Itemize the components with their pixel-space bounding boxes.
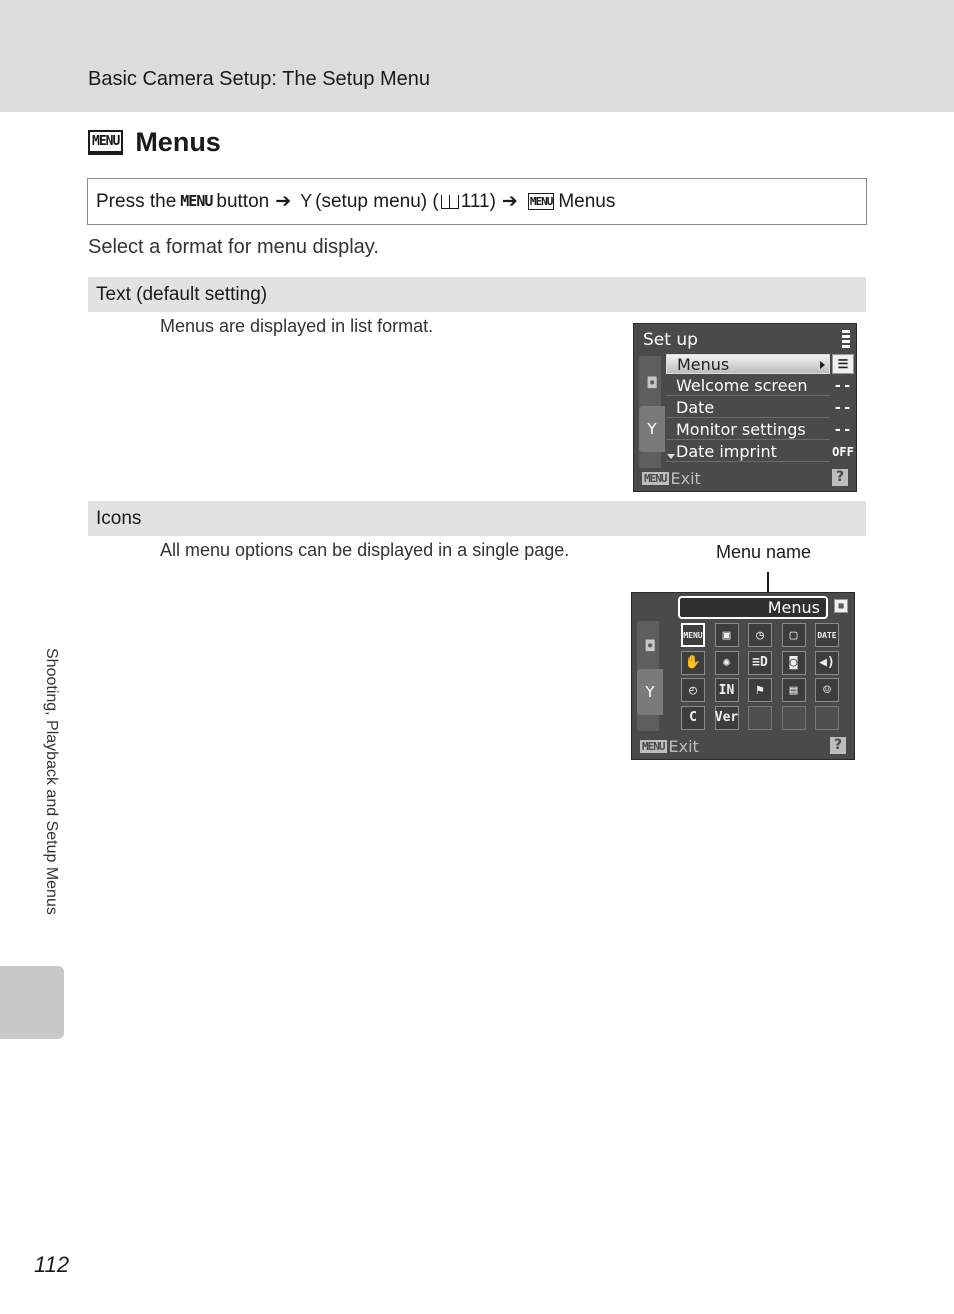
list-item-value: -- [833, 400, 853, 416]
running-header: Basic Camera Setup: The Setup Menu [88, 68, 431, 90]
camera-tab-icon[interactable]: ◘ [644, 637, 656, 655]
menu-button-icon: MENU [644, 471, 667, 485]
nav-page-ref: 111) [460, 190, 496, 212]
list-item-value: -- [833, 422, 853, 438]
blink-icon[interactable]: ☺ [815, 678, 839, 702]
list-item-value: OFF [832, 445, 854, 459]
chapter-thumb-tab [0, 966, 64, 1039]
nav-button-text: button [216, 190, 270, 212]
video-mode-icon[interactable]: ▤ [782, 678, 806, 702]
page-number: 112 [34, 1252, 70, 1277]
screen-footer [642, 469, 848, 487]
motion-icon[interactable]: ✺ [715, 651, 739, 675]
empty-slot [748, 706, 772, 730]
header-band [0, 0, 954, 112]
nav-press-text: Press the [96, 190, 177, 212]
menu-button-icon: MENU [642, 739, 665, 753]
zoom-icon[interactable]: ◙ [782, 651, 806, 675]
list-format-icon: ☰ [832, 354, 854, 374]
version-icon[interactable]: Ver [715, 706, 739, 730]
af-assist-icon[interactable]: ≡D [748, 651, 772, 675]
menu-icon: MENU [88, 130, 123, 155]
section-heading-text: Text (default setting) [88, 277, 866, 312]
camera-screen-list [633, 323, 857, 492]
arrow-right-icon: ➔ [275, 191, 292, 212]
page-title-text: Menus [135, 126, 221, 157]
help-icon[interactable]: ? [830, 737, 846, 754]
vr-icon[interactable]: ✋ [681, 651, 705, 675]
screen-title: Set up [643, 330, 698, 350]
camera-screen-icons [631, 592, 855, 760]
icon-format-icon: ▦ [834, 599, 848, 613]
selected-menu-name: Menus [678, 596, 828, 619]
tab-strip [639, 356, 661, 468]
section-description-text: Menus are displayed in list format. [160, 316, 434, 336]
clock-icon[interactable]: ◷ [748, 623, 772, 647]
arrow-right-icon: ➔ [501, 191, 518, 212]
tab-strip [637, 621, 659, 731]
intro-text: Select a format for menu display. [88, 236, 379, 258]
screen-footer [640, 737, 846, 755]
navigation-path-box [87, 178, 867, 225]
empty-slot [815, 706, 839, 730]
callout-label: Menu name [716, 542, 812, 562]
language-icon[interactable]: ⚑ [748, 678, 772, 702]
menu-button-icon: MENU [180, 192, 213, 210]
menus-icon: MENU [529, 195, 553, 208]
reset-icon[interactable]: C [681, 706, 705, 730]
list-item-label: Date imprint [676, 442, 777, 461]
frame-icon[interactable]: ▢ [782, 623, 806, 647]
list-item-label: Date [676, 398, 715, 417]
book-reference-icon [441, 195, 459, 209]
chapter-side-label: Shooting, Playback and Setup Menus [43, 648, 60, 915]
monitor-icon[interactable]: ▣ [715, 623, 739, 647]
setup-tab-icon[interactable]: Y [639, 406, 665, 452]
list-item-label: Menus [677, 354, 730, 374]
help-icon[interactable]: ? [832, 469, 848, 486]
list-item-label: Welcome screen [676, 376, 808, 395]
list-item-monitor-settings[interactable] [666, 420, 830, 440]
exit-label[interactable]: Exit [668, 736, 699, 756]
exit-label[interactable]: Exit [670, 468, 701, 488]
camera-tab-icon[interactable]: ◘ [646, 374, 658, 392]
auto-off-icon[interactable]: ◴ [681, 678, 705, 702]
list-item-date[interactable] [666, 398, 830, 418]
list-item-value: -- [833, 378, 853, 394]
format-icon[interactable]: IN [715, 678, 739, 702]
menus-icon[interactable]: MENU [681, 623, 705, 647]
date-icon[interactable]: DATE [815, 623, 839, 647]
scroll-down-icon [667, 454, 675, 459]
setup-tab-icon[interactable]: Y [637, 669, 663, 715]
chevron-right-icon [820, 361, 825, 369]
empty-slot [782, 706, 806, 730]
section-heading-text: Icons [88, 501, 866, 536]
section-description-text: All menu options can be displayed in a single page. [160, 540, 570, 560]
sound-icon[interactable]: ◀) [815, 651, 839, 675]
list-item-welcome-screen[interactable] [666, 376, 830, 396]
nav-menus-text: Menus [558, 190, 616, 212]
scroll-indicator-icon [842, 330, 850, 348]
list-item-label: Monitor settings [676, 420, 806, 439]
list-item-date-imprint[interactable] [666, 442, 830, 462]
page-title [88, 124, 221, 160]
list-item-menus[interactable] [666, 354, 830, 374]
wrench-icon: Y [300, 191, 313, 211]
nav-setup-text: (setup menu) ( [315, 190, 439, 212]
